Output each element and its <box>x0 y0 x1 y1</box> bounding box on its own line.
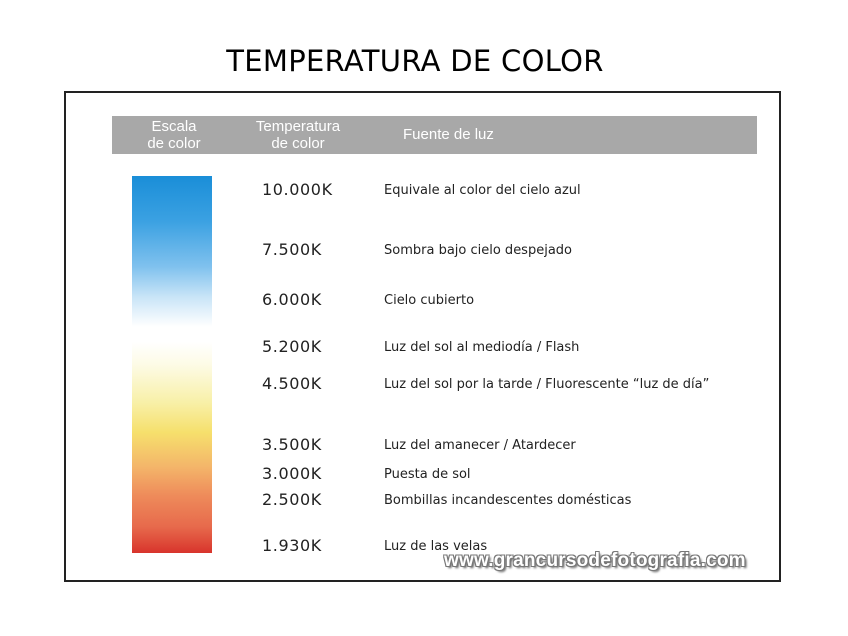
header-temp-line1: Temperatura <box>255 118 341 135</box>
temperature-value: 4.500K <box>262 374 322 393</box>
table-header <box>112 116 757 154</box>
header-scale-line2: de color <box>147 135 201 152</box>
temperature-value: 5.200K <box>262 337 322 356</box>
color-temperature-diagram <box>64 91 781 582</box>
light-source-description: Luz de las velas <box>384 539 488 554</box>
temperature-value: 10.000K <box>262 180 333 199</box>
temperature-value: 2.500K <box>262 490 322 509</box>
color-scale-gradient <box>132 176 212 553</box>
header-scale <box>139 118 209 152</box>
header-scale-line1: Escala <box>151 118 197 135</box>
light-source-description: Bombillas incandescentes domésticas <box>384 493 632 508</box>
temperature-value: 6.000K <box>262 290 322 309</box>
light-source-description: Cielo cubierto <box>384 293 475 308</box>
temperature-value: 3.000K <box>262 464 322 483</box>
light-source-description: Sombra bajo cielo despejado <box>384 243 572 258</box>
light-source-description: Luz del sol por la tarde / Fluorescente “luz de día” <box>384 377 710 392</box>
temperature-value: 7.500K <box>262 240 322 259</box>
header-temp-line2: de color <box>271 135 325 152</box>
light-source-description: Luz del amanecer / Atardecer <box>384 438 576 453</box>
page-title: TEMPERATURA DE COLOR <box>226 44 604 78</box>
temperature-value: 3.500K <box>262 435 322 454</box>
header-light-source: Fuente de luz <box>403 126 494 143</box>
watermark: www.grancursodefotografia.com <box>444 550 746 571</box>
temperature-value: 1.930K <box>262 536 322 555</box>
light-source-description: Luz del sol al mediodía / Flash <box>384 340 580 355</box>
light-source-description: Equivale al color del cielo azul <box>384 183 581 198</box>
light-source-description: Puesta de sol <box>384 467 471 482</box>
header-temperature <box>243 118 353 152</box>
